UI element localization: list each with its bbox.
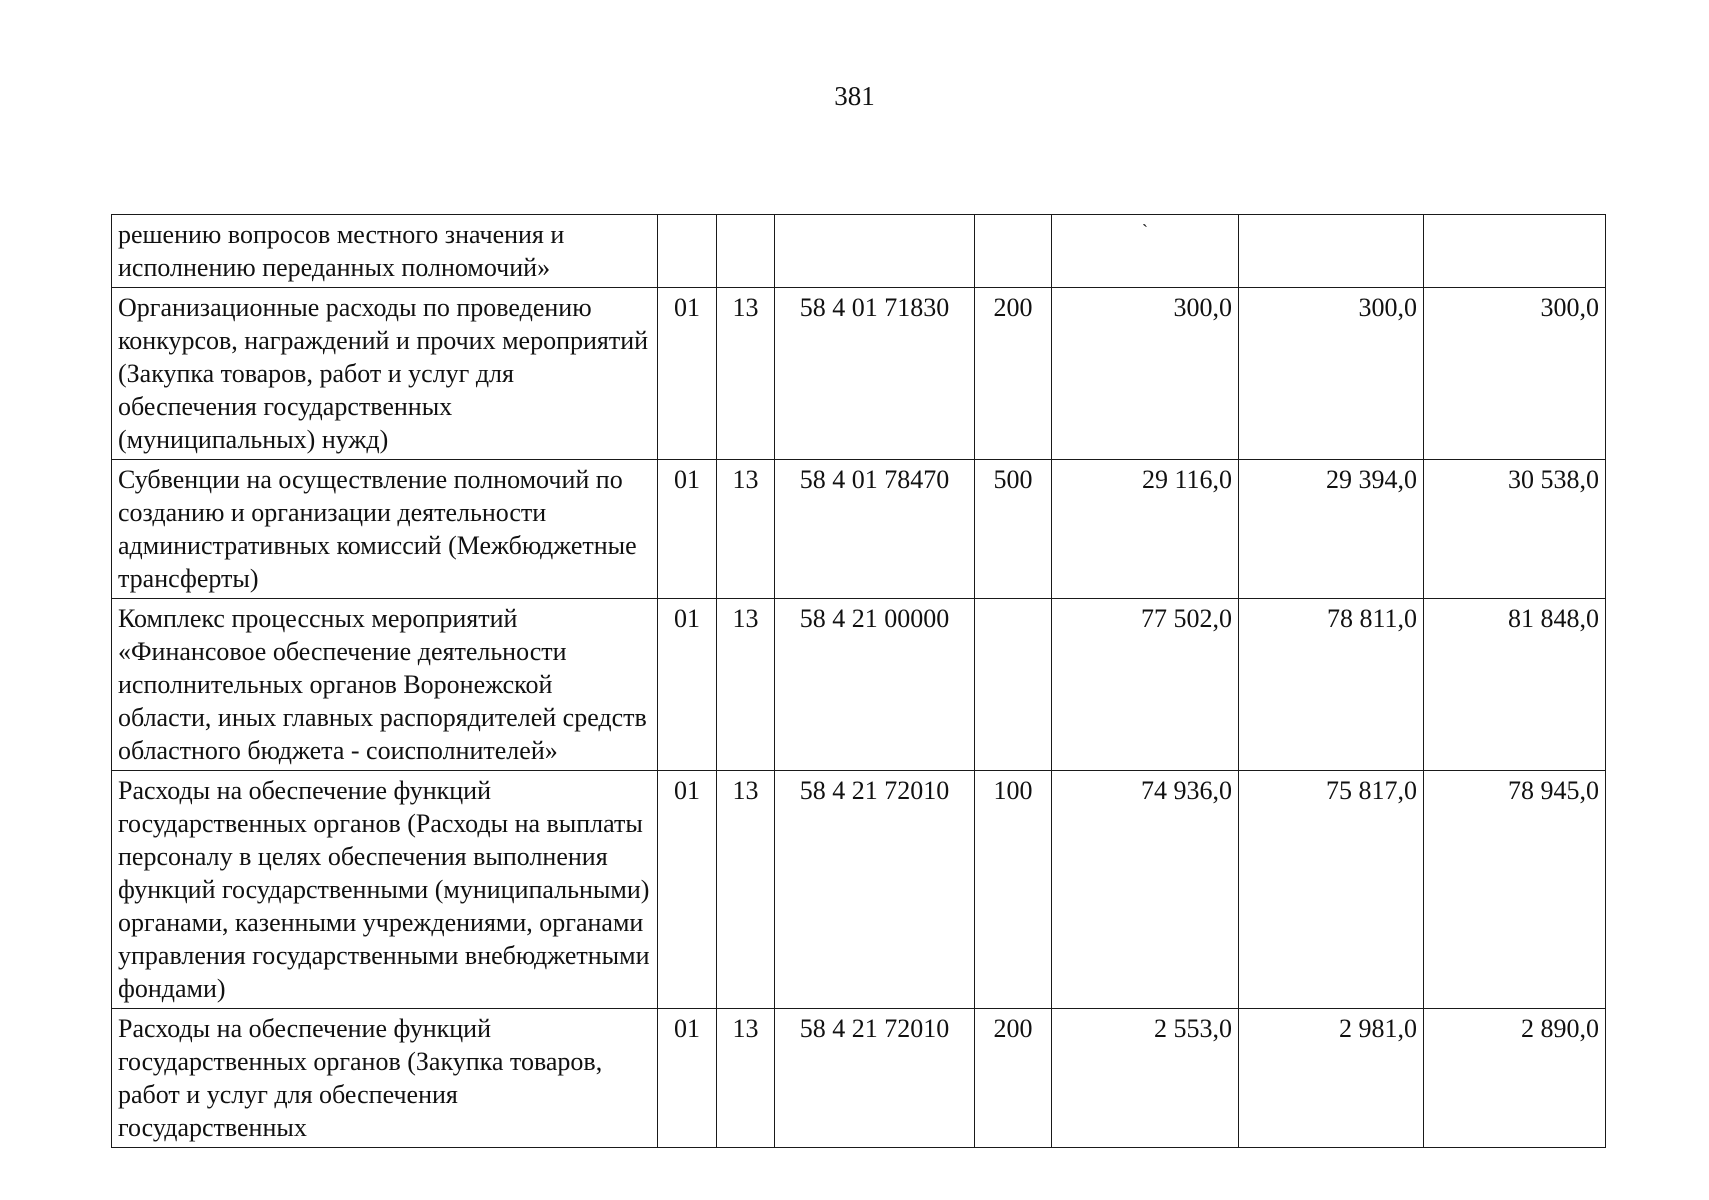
amount-year-2: 75 817,0 [1239,771,1424,1009]
subsection-code: 13 [717,1009,775,1148]
section-code [658,215,717,288]
expense-type-code: 200 [975,1009,1052,1148]
table-row [112,1009,1606,1148]
table-row [112,288,1606,460]
target-article-code: 58 4 21 72010 [775,771,975,1009]
row-description: решению вопросов местного значения и исполнению переданных полномочий» [112,215,658,288]
row-description: Организационные расходы по проведению конкурсов, награждений и прочих мероприятий (Закупка товаров, работ и услуг для обеспечения государственных (муниципальных) нужд) [112,288,658,460]
target-article-code [775,215,975,288]
row-description: Субвенции на осуществление полномочий по созданию и организации деятельности административных комиссий (Межбюджетные трансферты) [112,460,658,599]
amount-year-2: 2 981,0 [1239,1009,1424,1148]
amount-year-3: 30 538,0 [1424,460,1606,599]
amount-year-1: 74 936,0 [1052,771,1239,1009]
section-code: 01 [658,771,717,1009]
expense-type-code: 500 [975,460,1052,599]
amount-year-2: 29 394,0 [1239,460,1424,599]
amount-year-1 [1052,215,1239,288]
row-description: Комплекс процессных мероприятий «Финансовое обеспечение деятельности исполнительных органов Воронежской области, иных главных распорядителей средств областного бюджета - соисполнителей» [112,599,658,771]
table-row [112,771,1606,1009]
expense-type-code: 100 [975,771,1052,1009]
subsection-code: 13 [717,460,775,599]
section-code: 01 [658,460,717,599]
section-code: 01 [658,599,717,771]
stray-mark: ` [1142,221,1148,241]
subsection-code: 13 [717,288,775,460]
amount-year-3: 81 848,0 [1424,599,1606,771]
expense-type-code: 200 [975,288,1052,460]
amount-year-1: 77 502,0 [1052,599,1239,771]
amount-year-1: 2 553,0 [1052,1009,1239,1148]
budget-table [111,214,1606,1148]
expense-type-code [975,215,1052,288]
section-code: 01 [658,288,717,460]
amount-year-3 [1424,215,1606,288]
target-article-code: 58 4 21 72010 [775,1009,975,1148]
target-article-code: 58 4 21 00000 [775,599,975,771]
subsection-code: 13 [717,599,775,771]
amount-year-3: 78 945,0 [1424,771,1606,1009]
amount-year-3: 300,0 [1424,288,1606,460]
table-row [112,599,1606,771]
subsection-code: 13 [717,771,775,1009]
amount-year-2: 300,0 [1239,288,1424,460]
table-row [112,460,1606,599]
row-description: Расходы на обеспечение функций государственных органов (Закупка товаров, работ и услуг для обеспечения государственных [112,1009,658,1148]
target-article-code: 58 4 01 71830 [775,288,975,460]
target-article-code: 58 4 01 78470 [775,460,975,599]
section-code: 01 [658,1009,717,1148]
amount-year-2 [1239,215,1424,288]
amount-year-2: 78 811,0 [1239,599,1424,771]
amount-year-1: 29 116,0 [1052,460,1239,599]
row-description: Расходы на обеспечение функций государственных органов (Расходы на выплаты персоналу в целях обеспечения выполнения функций государственными (муниципальными) органами, казенными учреждениями, органами управления государственными внебюджетными фондами) [112,771,658,1009]
expense-type-code [975,599,1052,771]
amount-year-3: 2 890,0 [1424,1009,1606,1148]
table-row [112,215,1606,288]
subsection-code [717,215,775,288]
amount-year-1: 300,0 [1052,288,1239,460]
page-number: 381 [834,81,875,111]
